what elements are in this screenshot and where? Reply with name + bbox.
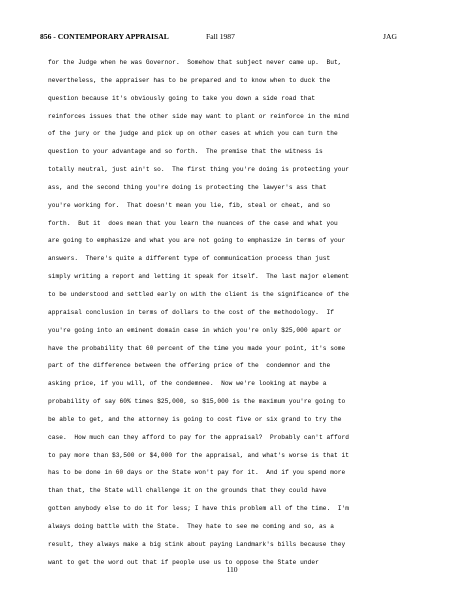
text-line: want to get the word out that if people use us to oppose the State under — [48, 558, 319, 566]
text-line: simply writing a report and letting it speak for itself. The last major element — [48, 273, 350, 281]
text-line: has to be done in 60 days or the State won't pay for it. And if you spend more — [48, 469, 346, 477]
running-header — [40, 31, 440, 43]
text-line: answers. There's quite a different type of communication process than just — [48, 255, 331, 263]
text-line: you're going into an eminent domain case in which you're only $25,000 apart or — [48, 326, 342, 334]
text-line: totally neutral, just ain't so. The first thing you're doing is protecting your — [48, 166, 350, 174]
text-line: are going to emphasize and what you are not going to emphasize in terms of your — [48, 237, 346, 245]
text-line: part of the difference between the offering price of the condemnor and the — [48, 362, 331, 370]
text-line: have the probability that 60 percent of the time you made your point, it's some — [48, 344, 346, 352]
text-line: always doing battle with the State. They hate to see me coming and so, as a — [48, 522, 334, 530]
text-line: question to your advantage and so forth. The premise that the witness is — [48, 148, 323, 156]
text-line: to be understood and settled early on with the client is the significance of the — [48, 290, 350, 298]
text-line: ass, and the second thing you're doing is protecting the lawyer's ass that — [48, 183, 327, 191]
text-line: result, they always make a big stink about paying Landmark's bills because they — [48, 540, 346, 548]
text-line: asking price, if you will, of the condemnee. Now we're looking at maybe a — [48, 380, 327, 388]
text-line: probability of say 60% times $25,000, so $15,000 is the maximum you're going to — [48, 398, 346, 406]
text-line: you're working for. That doesn't mean you lie, fib, steal or cheat, and so — [48, 201, 331, 209]
text-line: gotten anybody else to do it for less; I have this problem all of the time. I'm — [48, 505, 350, 513]
text-line: for the Judge when he was Governor. Somehow that subject never came up. But, — [48, 59, 342, 66]
author-initials: JAG — [383, 32, 397, 41]
text-line: reinforces issues that the other side may want to plant or reinforce in the mind — [48, 112, 350, 120]
text-line: be able to get, and the attorney is going to cost five or six grand to try the — [48, 415, 342, 423]
text-line: case. How much can they afford to pay for the appraisal? Probably can't afford — [48, 433, 350, 441]
text-line: nevertheless, the appraiser has to be prepared and to know when to duck the — [48, 76, 331, 84]
text-line: of the jury or the judge and pick up on other cases at which you can turn the — [48, 130, 338, 138]
journal-title: 856 - CONTEMPORARY APPRAISAL — [40, 32, 169, 41]
transcript-body — [48, 54, 448, 571]
text-line: appraisal conclusion in terms of dollars to the cost of the methodology. If — [48, 308, 334, 316]
text-line: question because it's obviously going to take you down a side road that — [48, 94, 316, 102]
page-number: 110 — [226, 565, 238, 574]
issue-label: Fall 1987 — [206, 32, 235, 41]
text-line: than that, the State will challenge it on the grounds that they could have — [48, 487, 327, 495]
text-line: forth. But it does mean that you learn the nuances of the case and what you — [48, 219, 338, 227]
text-line: to pay more than $3,500 or $4,000 for the appraisal, and what's worse is that it — [48, 451, 350, 459]
